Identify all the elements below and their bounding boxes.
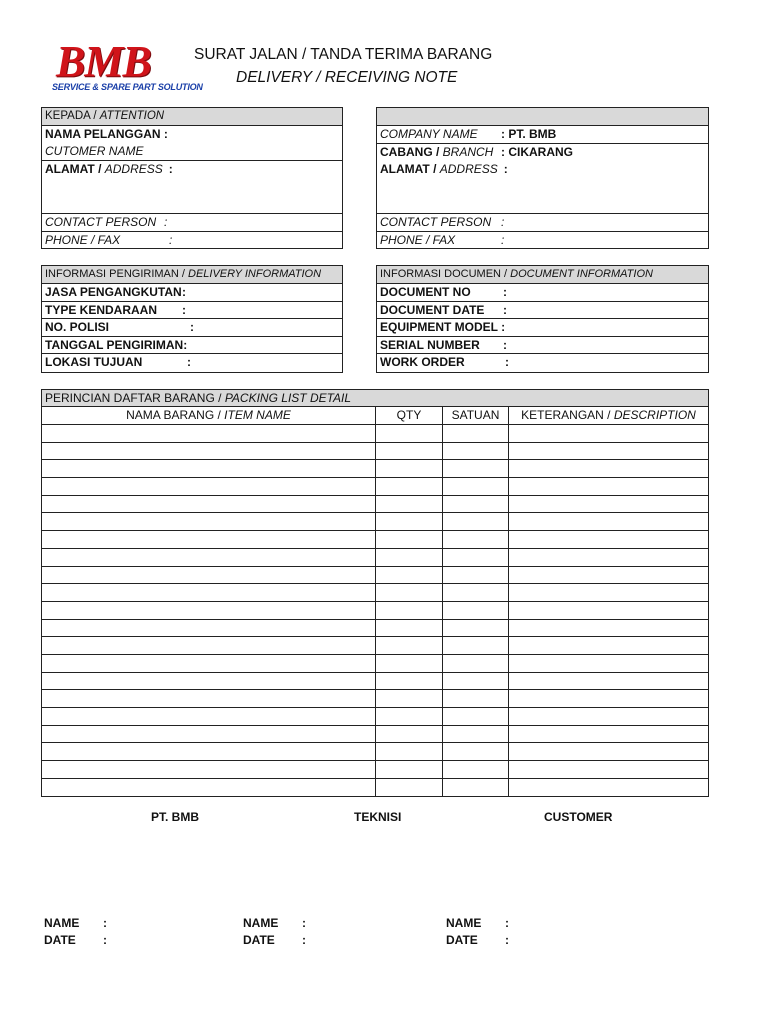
description-cell[interactable] <box>509 425 708 442</box>
item-name-cell[interactable] <box>42 637 376 654</box>
document-row: DOCUMENT NO : <box>377 284 708 302</box>
table-row <box>42 531 708 549</box>
signature-party-pt-bmb: PT. BMB <box>151 810 199 824</box>
item-name-cell[interactable] <box>42 425 376 442</box>
table-row <box>42 761 708 779</box>
company-logo <box>52 38 204 98</box>
description-cell[interactable] <box>509 655 708 672</box>
qty-cell[interactable] <box>376 690 443 707</box>
table-row <box>42 584 708 602</box>
qty-cell[interactable] <box>376 549 443 566</box>
document-title: SURAT JALAN / TANDA TERIMA BARANG <box>194 46 493 63</box>
qty-cell[interactable] <box>376 531 443 548</box>
attention-header: KEPADA / ATTENTION <box>42 108 342 126</box>
qty-cell[interactable] <box>376 425 443 442</box>
qty-cell[interactable] <box>376 779 443 797</box>
unit-cell[interactable] <box>443 690 509 707</box>
delivery-info-box <box>41 265 343 373</box>
table-row <box>42 637 708 655</box>
table-row <box>42 460 708 478</box>
document-row: DOCUMENT DATE : <box>377 302 708 319</box>
qty-cell[interactable] <box>376 496 443 513</box>
document-subtitle: DELIVERY / RECEIVING NOTE <box>236 69 458 86</box>
qty-cell[interactable] <box>376 443 443 460</box>
company-address-row: ALAMAT / ADDRESS : <box>377 161 708 214</box>
delivery-row: TYPE KENDARAAN : <box>42 302 342 319</box>
branch-row: CABANG / BRANCH : CIKARANG <box>380 145 573 159</box>
column-item-name: NAMA BARANG / ITEM NAME <box>42 407 376 424</box>
unit-cell[interactable] <box>443 549 509 566</box>
column-description: KETERANGAN / DESCRIPTION <box>521 408 696 422</box>
table-row <box>42 478 708 496</box>
item-name-cell[interactable] <box>42 443 376 460</box>
description-cell[interactable] <box>509 531 708 548</box>
qty-cell[interactable] <box>376 761 443 778</box>
packing-list-table <box>41 389 709 797</box>
item-name-cell[interactable] <box>42 708 376 725</box>
table-row <box>42 655 708 673</box>
signature-name-label: NAME : <box>44 916 107 930</box>
column-unit: SATUAN <box>443 407 509 424</box>
unit-cell[interactable] <box>443 761 509 778</box>
unit-cell[interactable] <box>443 425 509 442</box>
table-row <box>42 673 708 691</box>
unit-cell[interactable] <box>443 726 509 743</box>
delivery-row: TANGGAL PENGIRIMAN: <box>42 337 342 354</box>
packing-list-body <box>42 425 708 796</box>
document-row: WORK ORDER : <box>380 355 509 369</box>
unit-cell[interactable] <box>443 637 509 654</box>
column-qty: QTY <box>376 407 443 424</box>
table-row <box>42 779 708 797</box>
unit-cell[interactable] <box>443 655 509 672</box>
signature-date-label: DATE : <box>446 933 509 947</box>
unit-cell[interactable] <box>443 602 509 619</box>
logo-text: BMB <box>56 37 151 86</box>
qty-cell[interactable] <box>376 655 443 672</box>
item-name-cell[interactable] <box>42 673 376 690</box>
qty-cell[interactable] <box>376 584 443 601</box>
unit-cell[interactable] <box>443 567 509 584</box>
qty-cell[interactable] <box>376 726 443 743</box>
description-cell[interactable] <box>509 584 708 601</box>
unit-cell[interactable] <box>443 620 509 637</box>
description-cell[interactable] <box>509 460 708 477</box>
table-row <box>42 726 708 744</box>
description-cell[interactable] <box>509 513 708 530</box>
unit-cell[interactable] <box>443 708 509 725</box>
signature-name-label: NAME : <box>446 916 509 930</box>
unit-cell[interactable] <box>443 443 509 460</box>
delivery-row: JASA PENGANGKUTAN : <box>42 284 342 302</box>
unit-cell[interactable] <box>443 531 509 548</box>
signature-name-label: NAME : <box>243 916 306 930</box>
company-box <box>376 107 709 249</box>
item-name-cell[interactable] <box>42 655 376 672</box>
description-cell[interactable] <box>509 779 708 797</box>
table-row <box>42 425 708 443</box>
packing-list-header: PERINCIAN DAFTAR BARANG / PACKING LIST DETAIL <box>42 390 708 407</box>
table-row <box>42 443 708 461</box>
item-name-cell[interactable] <box>42 779 376 797</box>
table-row <box>42 549 708 567</box>
qty-cell[interactable] <box>376 513 443 530</box>
item-name-cell[interactable] <box>42 726 376 743</box>
unit-cell[interactable] <box>443 496 509 513</box>
item-name-cell[interactable] <box>42 602 376 619</box>
signature-party-customer: CUSTOMER <box>544 810 613 824</box>
qty-cell[interactable] <box>376 460 443 477</box>
item-name-cell[interactable] <box>42 761 376 778</box>
qty-cell[interactable] <box>376 620 443 637</box>
unit-cell[interactable] <box>443 478 509 495</box>
description-cell[interactable] <box>509 708 708 725</box>
unit-cell[interactable] <box>443 743 509 760</box>
item-name-cell[interactable] <box>42 743 376 760</box>
item-name-cell[interactable] <box>42 567 376 584</box>
delivery-info-header: INFORMASI PENGIRIMAN / DELIVERY INFORMATION <box>42 266 342 284</box>
table-row <box>42 567 708 585</box>
signature-date-label: DATE : <box>243 933 306 947</box>
unit-cell[interactable] <box>443 584 509 601</box>
unit-cell[interactable] <box>443 513 509 530</box>
unit-cell[interactable] <box>443 460 509 477</box>
item-name-cell[interactable] <box>42 531 376 548</box>
document-row: EQUIPMENT MODEL : <box>377 319 708 337</box>
signature-date-label: DATE : <box>44 933 107 947</box>
item-name-cell[interactable] <box>42 460 376 477</box>
packing-list-column-headers <box>42 407 708 425</box>
item-name-cell[interactable] <box>42 513 376 530</box>
company-header <box>377 108 708 126</box>
description-cell[interactable] <box>509 478 708 495</box>
attention-phone-row: PHONE / FAX : <box>45 233 173 247</box>
description-cell[interactable] <box>509 673 708 690</box>
attention-box <box>41 107 343 249</box>
document-row: SERIAL NUMBER : <box>377 337 708 354</box>
document-info-box <box>376 265 709 373</box>
company-phone-row: PHONE / FAX : <box>380 233 505 247</box>
table-row <box>42 690 708 708</box>
description-cell[interactable] <box>509 496 708 513</box>
unit-cell[interactable] <box>443 673 509 690</box>
item-name-cell[interactable] <box>42 496 376 513</box>
table-row <box>42 743 708 761</box>
table-row <box>42 708 708 726</box>
document-info-header: INFORMASI DOCUMEN / DOCUMENT INFORMATION <box>377 266 708 284</box>
description-cell[interactable] <box>509 637 708 654</box>
description-cell[interactable] <box>509 602 708 619</box>
qty-cell[interactable] <box>376 673 443 690</box>
customer-name-label-en: CUTOMER NAME <box>42 143 342 161</box>
qty-cell[interactable] <box>376 708 443 725</box>
qty-cell[interactable] <box>376 478 443 495</box>
description-cell[interactable] <box>509 726 708 743</box>
company-contact-row: CONTACT PERSON : <box>377 214 708 232</box>
customer-name-label: NAMA PELANGGAN : <box>45 127 168 141</box>
qty-cell[interactable] <box>376 637 443 654</box>
delivery-row: NO. POLISI : <box>42 319 342 337</box>
description-cell[interactable] <box>509 761 708 778</box>
qty-cell[interactable] <box>376 602 443 619</box>
company-name-row: COMPANY NAME : PT. BMB <box>377 126 708 144</box>
description-cell[interactable] <box>509 690 708 707</box>
item-name-cell[interactable] <box>42 620 376 637</box>
logo-tagline: SERVICE & SPARE PART SOLUTION <box>52 82 203 92</box>
delivery-row: LOKASI TUJUAN : <box>45 355 191 369</box>
signature-party-teknisi: TEKNISI <box>354 810 402 824</box>
qty-cell[interactable] <box>376 743 443 760</box>
table-row <box>42 513 708 531</box>
description-cell[interactable] <box>509 567 708 584</box>
item-name-cell[interactable] <box>42 549 376 566</box>
qty-cell[interactable] <box>376 567 443 584</box>
item-name-cell[interactable] <box>42 478 376 495</box>
description-cell[interactable] <box>509 549 708 566</box>
table-row <box>42 620 708 638</box>
description-cell[interactable] <box>509 743 708 760</box>
description-cell[interactable] <box>509 443 708 460</box>
attention-address-row: ALAMAT / ADDRESS : <box>42 161 342 214</box>
item-name-cell[interactable] <box>42 584 376 601</box>
attention-contact-row: CONTACT PERSON : <box>42 214 342 232</box>
description-cell[interactable] <box>509 620 708 637</box>
unit-cell[interactable] <box>443 779 509 797</box>
table-row <box>42 496 708 514</box>
table-row <box>42 602 708 620</box>
item-name-cell[interactable] <box>42 690 376 707</box>
